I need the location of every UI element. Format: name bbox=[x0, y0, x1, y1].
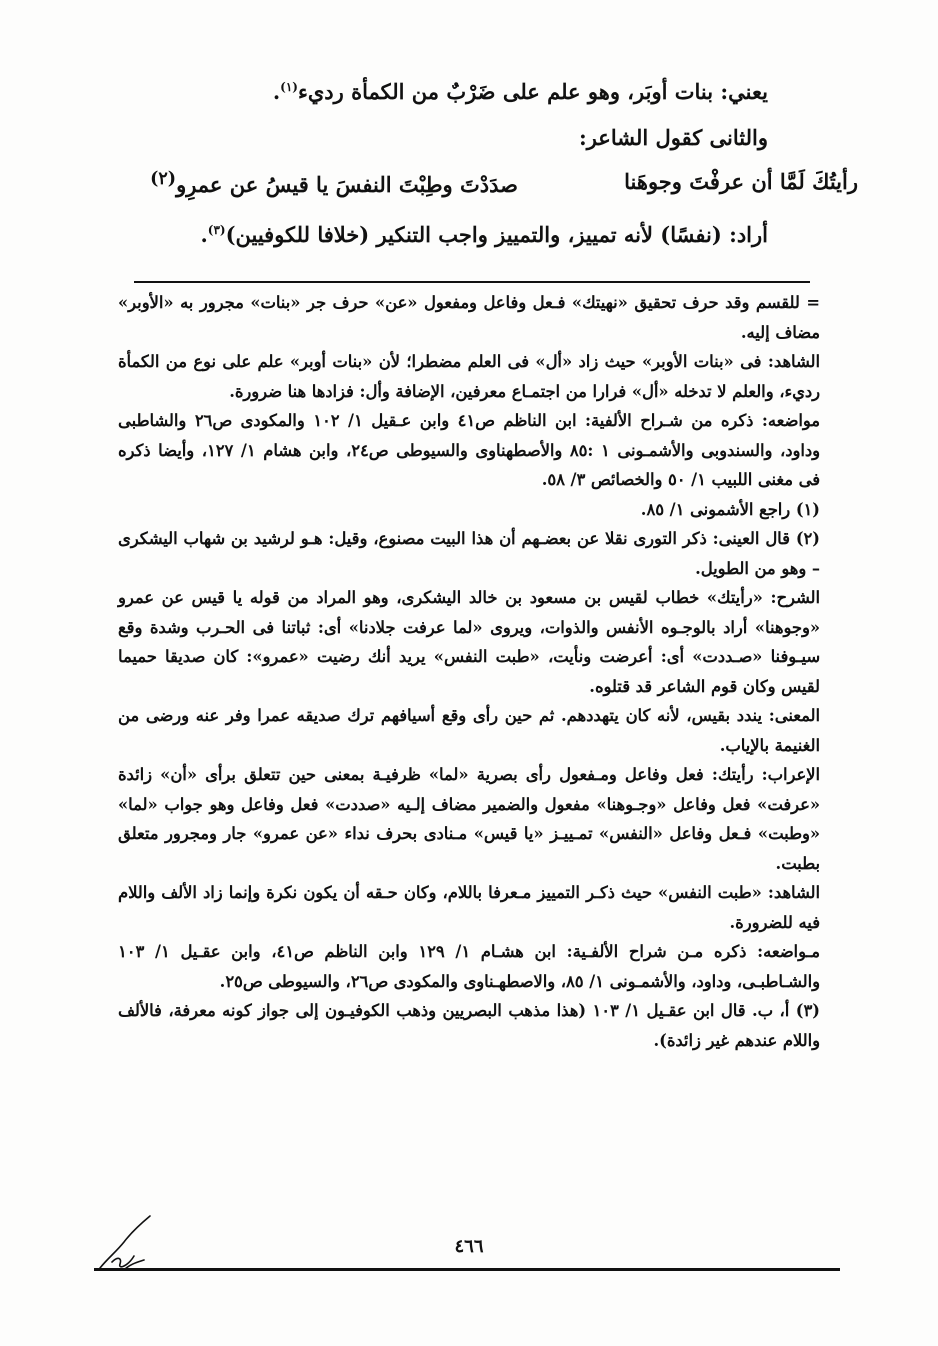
page-number: ٤٦٦ bbox=[454, 1236, 484, 1257]
main-line-2: والثانى كقول الشاعر: bbox=[578, 125, 768, 150]
signature-mark-icon bbox=[94, 1212, 156, 1276]
verse-hemistich-2: صدَدْتَ وطِبْتَ النفسَ يا قيسُ عن عمرِو bbox=[176, 172, 518, 197]
main-line-4-end: . bbox=[200, 222, 208, 247]
footnote-mawadiuh-2: مـواضعه: ذكره مـن شراح الألفـية: ابن هشـام ١/ ١٢٩ وابن الناظم ص٤١، وابن عقـيل ١/ ١٠٣ والشـاطبـى، وداود، والأشمـونى ١/ ٨٥، والاصطهـناوى والمكودى ص٢٦، والسيوطى ص٢٥. bbox=[118, 942, 820, 991]
footnote-irab: الإعراب: رأيتك: فعل وفاعل ومـفعول رأى بصرية «لما» ظرفيـة بمعنى حين تتعلق برأى «أن» زائدة «عرفت» فعل وفاعل «وجـوهنا» مفعول والضمير مضاف إلـيه «صددت» فعل وفاعل وهو جواب «لما» «وطبت» فـعل وفاعل «النفس» تمـييـز «يا قيس» مـنادى بحرف نداء «عن عمرو» جار ومجرور متعلق بطبت. bbox=[118, 765, 820, 873]
bottom-rule bbox=[94, 1268, 840, 1271]
main-line-1-end: . bbox=[272, 79, 281, 104]
footnote-2: (٢) قال العينى: ذكر التورى نقلا عن بعضـهم أن هذا البيت مصنوع، وقيل: هـو لرشيد بن شهاب اليشكرى – وهو من الطويل. bbox=[118, 529, 820, 578]
footnote-continuation: = للقسم وقد حرف تحقيق «نهيتك» فـعل وفاعل ومفعول «عن» حرف جر «بنات» مجرور به «الأوبر» مضاف إليه. bbox=[118, 293, 820, 342]
footnotes bbox=[118, 288, 820, 1055]
main-line-4 bbox=[90, 215, 768, 250]
footnote-shahid-2: الشاهد: «طبت النفس» حيث ذكـر التمييز مـعرفا باللام، وكان حـقه أن يكون نكرة وإنما زاد الألف واللام فيه للضرورة. bbox=[118, 883, 820, 932]
main-line-1 bbox=[90, 72, 768, 107]
footnote-maana: المعنى: يندد بقيس، لأنه كان يتهددهم. ثم حين رأى وقع أسيافهم ترك صديقه عمرا وفر عنه ورضى من الغنيمة بالإياب. bbox=[118, 706, 820, 755]
footnote-ref-2: (٢) bbox=[150, 169, 177, 189]
verse-hemistich-1: رأيتُكَ لَمَّا أن عرفْتَ وجوهَنا bbox=[624, 169, 858, 194]
footnote-mawadiuh-1: مواضعه: ذكره من شـراح الألفية: ابن الناظم ص٤١ وابن عـقيل ١/ ١٠٢ والمكودى ص٢٦ والشاطبى وداود، والسندوبى والأشمـونى ١ :٨٥ والأصطهناوى والسيوطى ص٢٤، وابن هشام ١/ ١٢٧، وأيضا ذكره فى مغنى اللبيب ١/ ٥٠ والخصائص ٣/ ٥٨. bbox=[118, 411, 820, 489]
main-line-4-text: أراد: (نفسًا) لأنه تمييز، والتمييز واجب التنكير (خلافا للكوفيين) bbox=[225, 222, 768, 247]
footnote-ref-3: (٣) bbox=[207, 223, 226, 237]
footnote-sharh: الشرح: «رأيتك» خطاب لقيس بن مسعود بن خالد اليشكرى، وهو المراد من قوله يا قيس عن عمرو «وجوهنا» أراد بالوجـوه الأنفس والذوات، ويروى «لما عرفت جلادنا» أى: ثباتنا فى الحـرب وشدة وقع سيـوفنا «صـددت» أى: أعرضت ونأيت، «طبت النفس» يريد أنك رضيت «عمرو»: كان صديقا حميما لقيس وكان قوم الشاعر قد قتلوه. bbox=[118, 588, 820, 696]
footnote-ref-1: (١) bbox=[280, 80, 298, 94]
footnote-3: (٣) أ، ب. قال ابن عقـيل ١/ ١٠٣ (هذا مذهب البصريين وذهب الكوفيـون إلى جواز كونه معرفة، فالألف واللام عندهم غير زائدة). bbox=[118, 1001, 820, 1050]
main-line-1-text: يعني: بنات أوبَر، وهو علم على ضَرْبٌ من الكمأة رديء bbox=[297, 79, 768, 104]
poetry-verse bbox=[90, 169, 858, 199]
footnote-1: (١) راجع الأشمونى ١/ ٨٥. bbox=[640, 499, 820, 519]
footnote-shahid-1: الشاهد: فى «بنات الأوبر» حيث زاد «أل» فى العلم مضطرا؛ لأن «بنات أوبر» علم على نوع من الكمأة رديء، والعلم لا تدخله «أل» فرارا من اجتمـاع معرفين، الإضافة وأل: فزادها هنا ضرورة. bbox=[118, 352, 820, 401]
main-text bbox=[90, 72, 858, 266]
footnote-separator bbox=[134, 281, 810, 283]
verse-hemistich-2-wrap bbox=[150, 169, 518, 197]
